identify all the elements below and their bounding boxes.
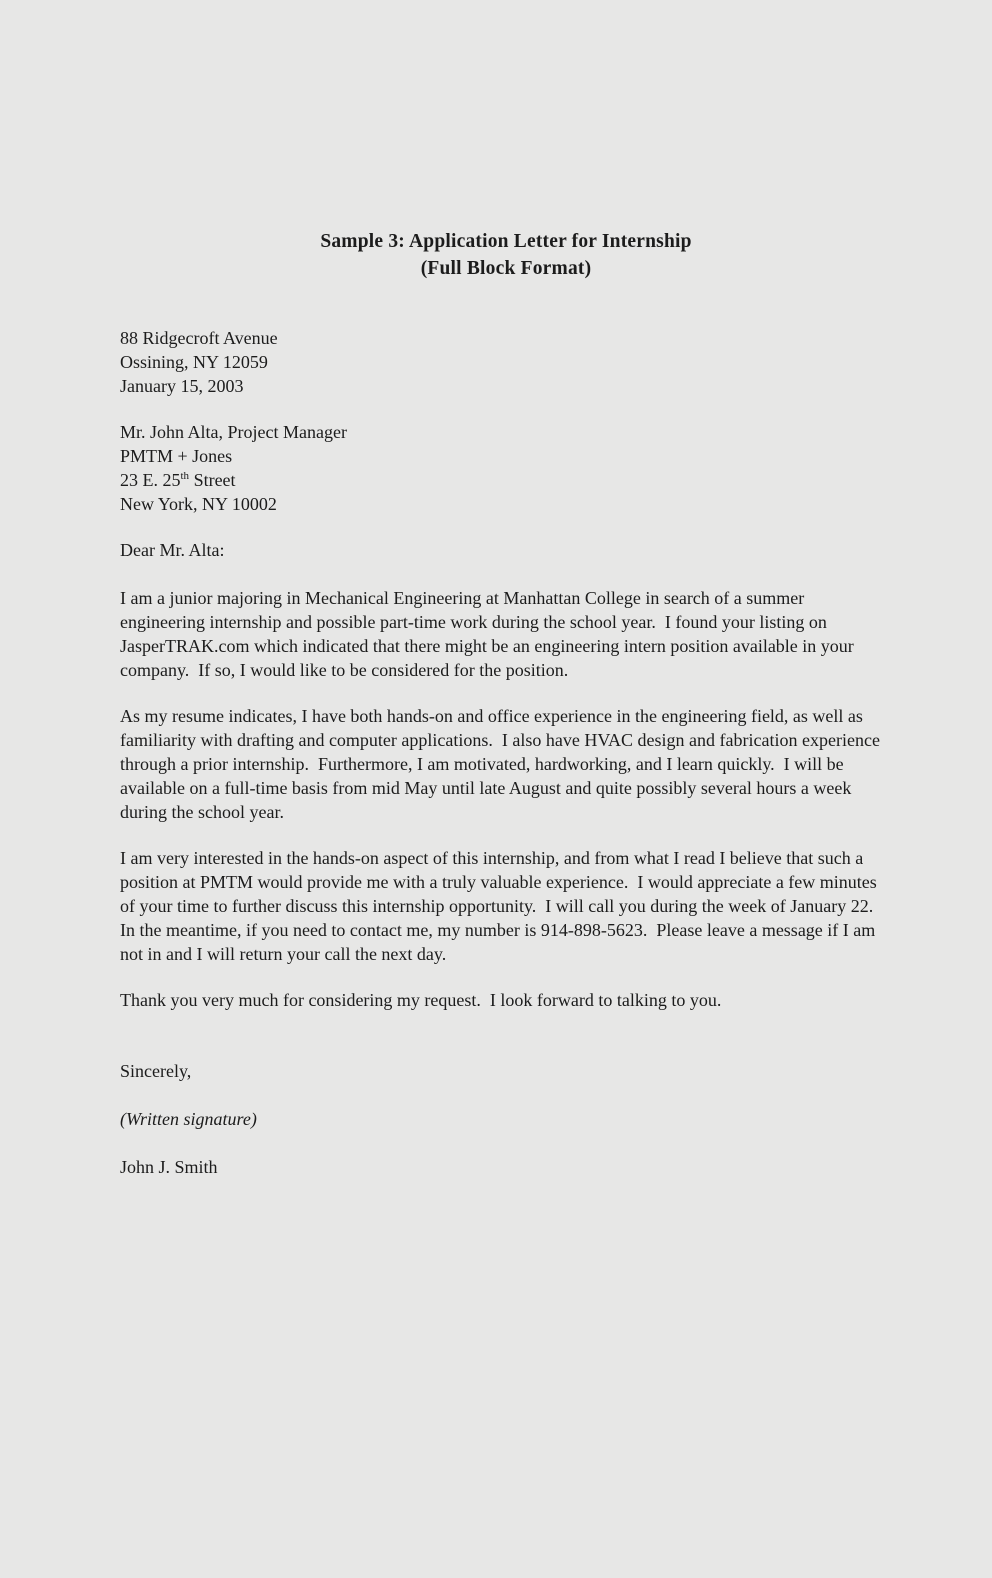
letter-title <box>120 228 892 282</box>
closing: Sincerely, <box>120 1061 192 1081</box>
recipient-address-block <box>120 420 892 516</box>
letter-date: January 15, 2003 <box>120 376 244 396</box>
body-paragraph-2: As my resume indicates, I have both hands-on and office experience in the engineering field, as well as familiarity with drafting and computer applications. I also have HVAC design and fabrication experience through a prior internship. Furthermore, I am motivated, hardworking, and I learn quickly. I will be available on a full-time basis from mid May until late August and quite possibly several hours a week during the school year. <box>120 706 885 822</box>
recipient-street <box>120 468 892 492</box>
recipient-street-suffix: Street <box>189 470 236 490</box>
signature-note: (Written signature) <box>120 1109 257 1129</box>
letter-title-line-1: Sample 3: Application Letter for Internship <box>320 231 692 252</box>
signature-name: John J. Smith <box>120 1157 218 1177</box>
recipient-name-title: Mr. John Alta, Project Manager <box>120 422 347 442</box>
recipient-street-prefix: 23 E. 25 <box>120 470 181 490</box>
recipient-city-state-zip: New York, NY 10002 <box>120 494 277 514</box>
recipient-company: PMTM + Jones <box>120 446 233 466</box>
body-paragraph-1: I am a junior majoring in Mechanical Engineering at Manhattan College in search of a summer engineering internship and possible part-time work during the school year. I found your listing on JasperTRAK.com which indicated that there might be an engineering intern position available in your company. If so, I would like to be considered for the position. <box>120 588 859 680</box>
letter-title-line-2: (Full Block Format) <box>420 258 592 279</box>
recipient-street-ordinal: th <box>180 470 190 482</box>
sender-address-line-1: 88 Ridgecroft Avenue <box>120 328 278 348</box>
body-paragraph-3: I am very interested in the hands-on aspect of this internship, and from what I read I believe that such a position at PMTM would provide me with a truly valuable experience. I would appreciate a few minutes of your time to further discuss this internship opportunity. I will call you during the week of January 22. In the meantime, if you need to contact me, my number is 914-898-5623. Please leave a message if I am not in and I will return your call the next day. <box>120 848 883 964</box>
body-paragraph-4: Thank you very much for considering my request. I look forward to talking to you. <box>120 990 722 1010</box>
sender-address-block <box>120 326 892 398</box>
salutation: Dear Mr. Alta: <box>120 540 225 560</box>
sender-address-line-2: Ossining, NY 12059 <box>120 352 268 372</box>
